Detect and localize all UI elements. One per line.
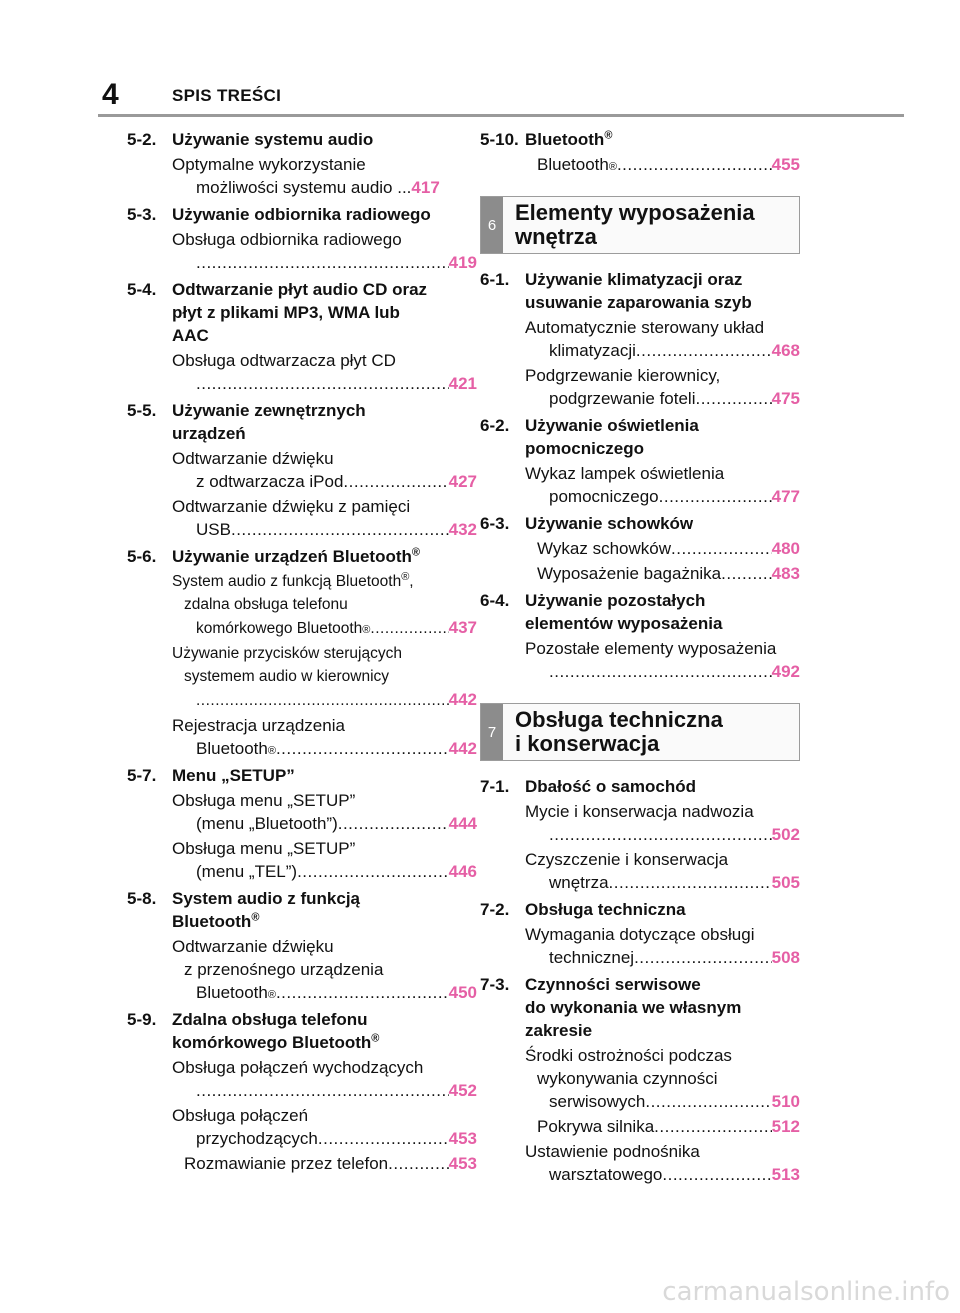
chapter-heading-7[interactable] xyxy=(480,703,800,761)
chapter-title: Obsługa techniczna i konserwacja xyxy=(515,707,723,756)
toc-section[interactable]: 6-4. Używanie pozostałych elementów wyposażenia xyxy=(480,591,723,633)
toc-entry[interactable]: Czyszczenie i konserwacja wnętrza ..... 505 xyxy=(480,848,800,894)
toc-entry[interactable]: Obsługa odbiornika radiowego ..... 419 xyxy=(127,228,477,274)
toc-entry[interactable]: Używanie przycisków sterujących systemem audio w kierownicy ..... 442 xyxy=(127,642,477,712)
toc-section[interactable]: 5-4. Odtwarzanie płyt audio CD oraz płyt z plikami MP3, WMA lub AAC xyxy=(127,280,428,345)
toc-entry[interactable]: Wykaz lampek oświetlenia pomocniczego ..... 477 xyxy=(480,462,800,508)
toc-section[interactable]: 6-3. Używanie schowków xyxy=(480,514,694,533)
page-link: 512 xyxy=(771,1117,800,1136)
toc-section[interactable]: 6-1. Używanie klimatyzacji oraz usuwanie zaparowania szyb xyxy=(480,270,752,312)
page-link: 442 xyxy=(448,690,477,709)
page-link: 446 xyxy=(448,862,477,881)
page-link: 492 xyxy=(771,662,800,681)
chapter-heading-6[interactable] xyxy=(480,196,800,254)
toc-entry[interactable]: Obsługa menu „SETUP” (menu „TEL”) ..... 446 xyxy=(127,837,477,883)
toc-section[interactable]: 5-6. Używanie urządzeń Bluetooth® xyxy=(127,546,421,566)
page-link: 419 xyxy=(448,253,477,272)
toc-right-column xyxy=(480,124,800,1186)
toc-section[interactable]: 5-2. Używanie systemu audio xyxy=(127,130,374,149)
page-link: 452 xyxy=(448,1081,477,1100)
toc-entry[interactable]: Automatycznie sterowany układ klimatyzacji ..... 468 xyxy=(480,316,800,362)
toc-entry[interactable]: Środki ostrożności podczas wykonywania czynności serwisowych ..... 510 xyxy=(480,1044,800,1113)
toc-entry[interactable]: Rozmawianie przez telefon ..... 453 xyxy=(127,1152,477,1175)
toc-entry[interactable]: Odtwarzanie dźwięku z pamięci USB ..... 432 xyxy=(127,495,477,541)
toc-left-column xyxy=(127,124,477,1175)
page-link: 510 xyxy=(771,1092,800,1111)
toc-entry[interactable]: System audio z funkcją Bluetooth®, zdalna obsługa telefonu komórkowego Bluetooth ® ..... 437 xyxy=(127,570,477,640)
page-link: 455 xyxy=(771,155,800,174)
toc-entry[interactable]: Odtwarzanie dźwięku z odtwarzacza iPod ..... 427 xyxy=(127,447,477,493)
toc-entry[interactable]: Ustawienie podnośnika warsztatowego ..... 513 xyxy=(480,1140,800,1186)
toc-entry[interactable]: Wyposażenie bagażnika ..... 483 xyxy=(480,562,800,585)
toc-section[interactable]: 5-9. Zdalna obsługa telefonu komórkowego Bluetooth® xyxy=(127,1010,380,1052)
toc-entry[interactable]: Bluetooth ® ..... 455 xyxy=(480,153,800,176)
toc-entry[interactable]: Rejestracja urządzenia Bluetooth ® ..... 442 xyxy=(127,714,477,760)
page-link: 437 xyxy=(448,618,477,637)
toc-section[interactable]: 7-1. Dbałość o samochód xyxy=(480,777,696,796)
page-link: 442 xyxy=(448,739,477,758)
toc-section[interactable]: 5-5. Używanie zewnętrznych urządzeń xyxy=(127,401,366,443)
page-link: 475 xyxy=(771,389,800,408)
toc-section[interactable]: 5-10. Bluetooth® xyxy=(480,129,613,149)
toc-entry[interactable]: Obsługa połączeń wychodzących ..... 452 xyxy=(127,1056,477,1102)
toc-entry[interactable]: Optymalne wykorzystanie możliwości systemu audio ... 417 xyxy=(172,155,440,197)
page-link: 505 xyxy=(771,873,800,892)
toc-entry[interactable]: Obsługa odtwarzacza płyt CD ..... 421 xyxy=(127,349,477,395)
page-link: 453 xyxy=(448,1129,477,1148)
toc-entry[interactable]: Odtwarzanie dźwięku z przenośnego urządzenia Bluetooth ® ..... 450 xyxy=(127,935,477,1004)
toc-section[interactable]: 5-7. Menu „SETUP” xyxy=(127,766,295,785)
page-link: 483 xyxy=(771,564,800,583)
toc-section[interactable]: 5-3. Używanie odbiornika radiowego xyxy=(127,205,431,224)
toc-section[interactable]: 7-2. Obsługa techniczna xyxy=(480,900,686,919)
page-link: 513 xyxy=(771,1165,800,1184)
toc-section[interactable]: 5-8. System audio z funkcją Bluetooth® xyxy=(127,889,360,931)
page-link: 427 xyxy=(448,472,477,491)
page-header xyxy=(0,0,960,118)
toc-entry[interactable]: Wymagania dotyczące obsługi technicznej ..... 508 xyxy=(480,923,800,969)
toc-entry[interactable]: Wykaz schowków ..... 480 xyxy=(480,537,800,560)
toc-entry[interactable]: Obsługa menu „SETUP” (menu „Bluetooth”) ..... 444 xyxy=(127,789,477,835)
chapter-title: Elementy wyposażenia wnętrza xyxy=(515,200,755,249)
toc-entry[interactable]: Obsługa połączeń przychodzących ..... 453 xyxy=(127,1104,477,1150)
header-rule xyxy=(98,114,904,117)
page-link: 502 xyxy=(771,825,800,844)
toc-entry[interactable]: Pozostałe elementy wyposażenia ..... 492 xyxy=(480,637,800,683)
page-number: 4 xyxy=(102,78,119,111)
chapter-tab: 6 xyxy=(481,197,503,253)
page-link: 450 xyxy=(448,983,477,1002)
page-link: 477 xyxy=(771,487,800,506)
page-title: SPIS TREŚCI xyxy=(172,86,282,105)
toc-entry[interactable]: Mycie i konserwacja nadwozia ..... 502 xyxy=(480,800,800,846)
toc-entry[interactable]: Podgrzewanie kierownicy, podgrzewanie foteli ..... 475 xyxy=(480,364,800,410)
page-link: 432 xyxy=(448,520,477,539)
page-link: 417 xyxy=(411,178,440,197)
page-link: 453 xyxy=(448,1154,477,1173)
page-link: 480 xyxy=(771,539,800,558)
page-link: 444 xyxy=(448,814,477,833)
chapter-tab: 7 xyxy=(481,704,503,760)
page-link: 421 xyxy=(448,374,477,393)
page-link: 468 xyxy=(771,341,800,360)
toc-section[interactable]: 6-2. Używanie oświetlenia pomocniczego xyxy=(480,416,699,458)
watermark: carmanualsonline.info xyxy=(662,1277,950,1307)
toc-entry[interactable]: Pokrywa silnika ..... 512 xyxy=(480,1115,800,1138)
page-link: 508 xyxy=(771,948,800,967)
toc-section[interactable]: 7-3. Czynności serwisowe do wykonania we własnym zakresie xyxy=(480,975,742,1040)
